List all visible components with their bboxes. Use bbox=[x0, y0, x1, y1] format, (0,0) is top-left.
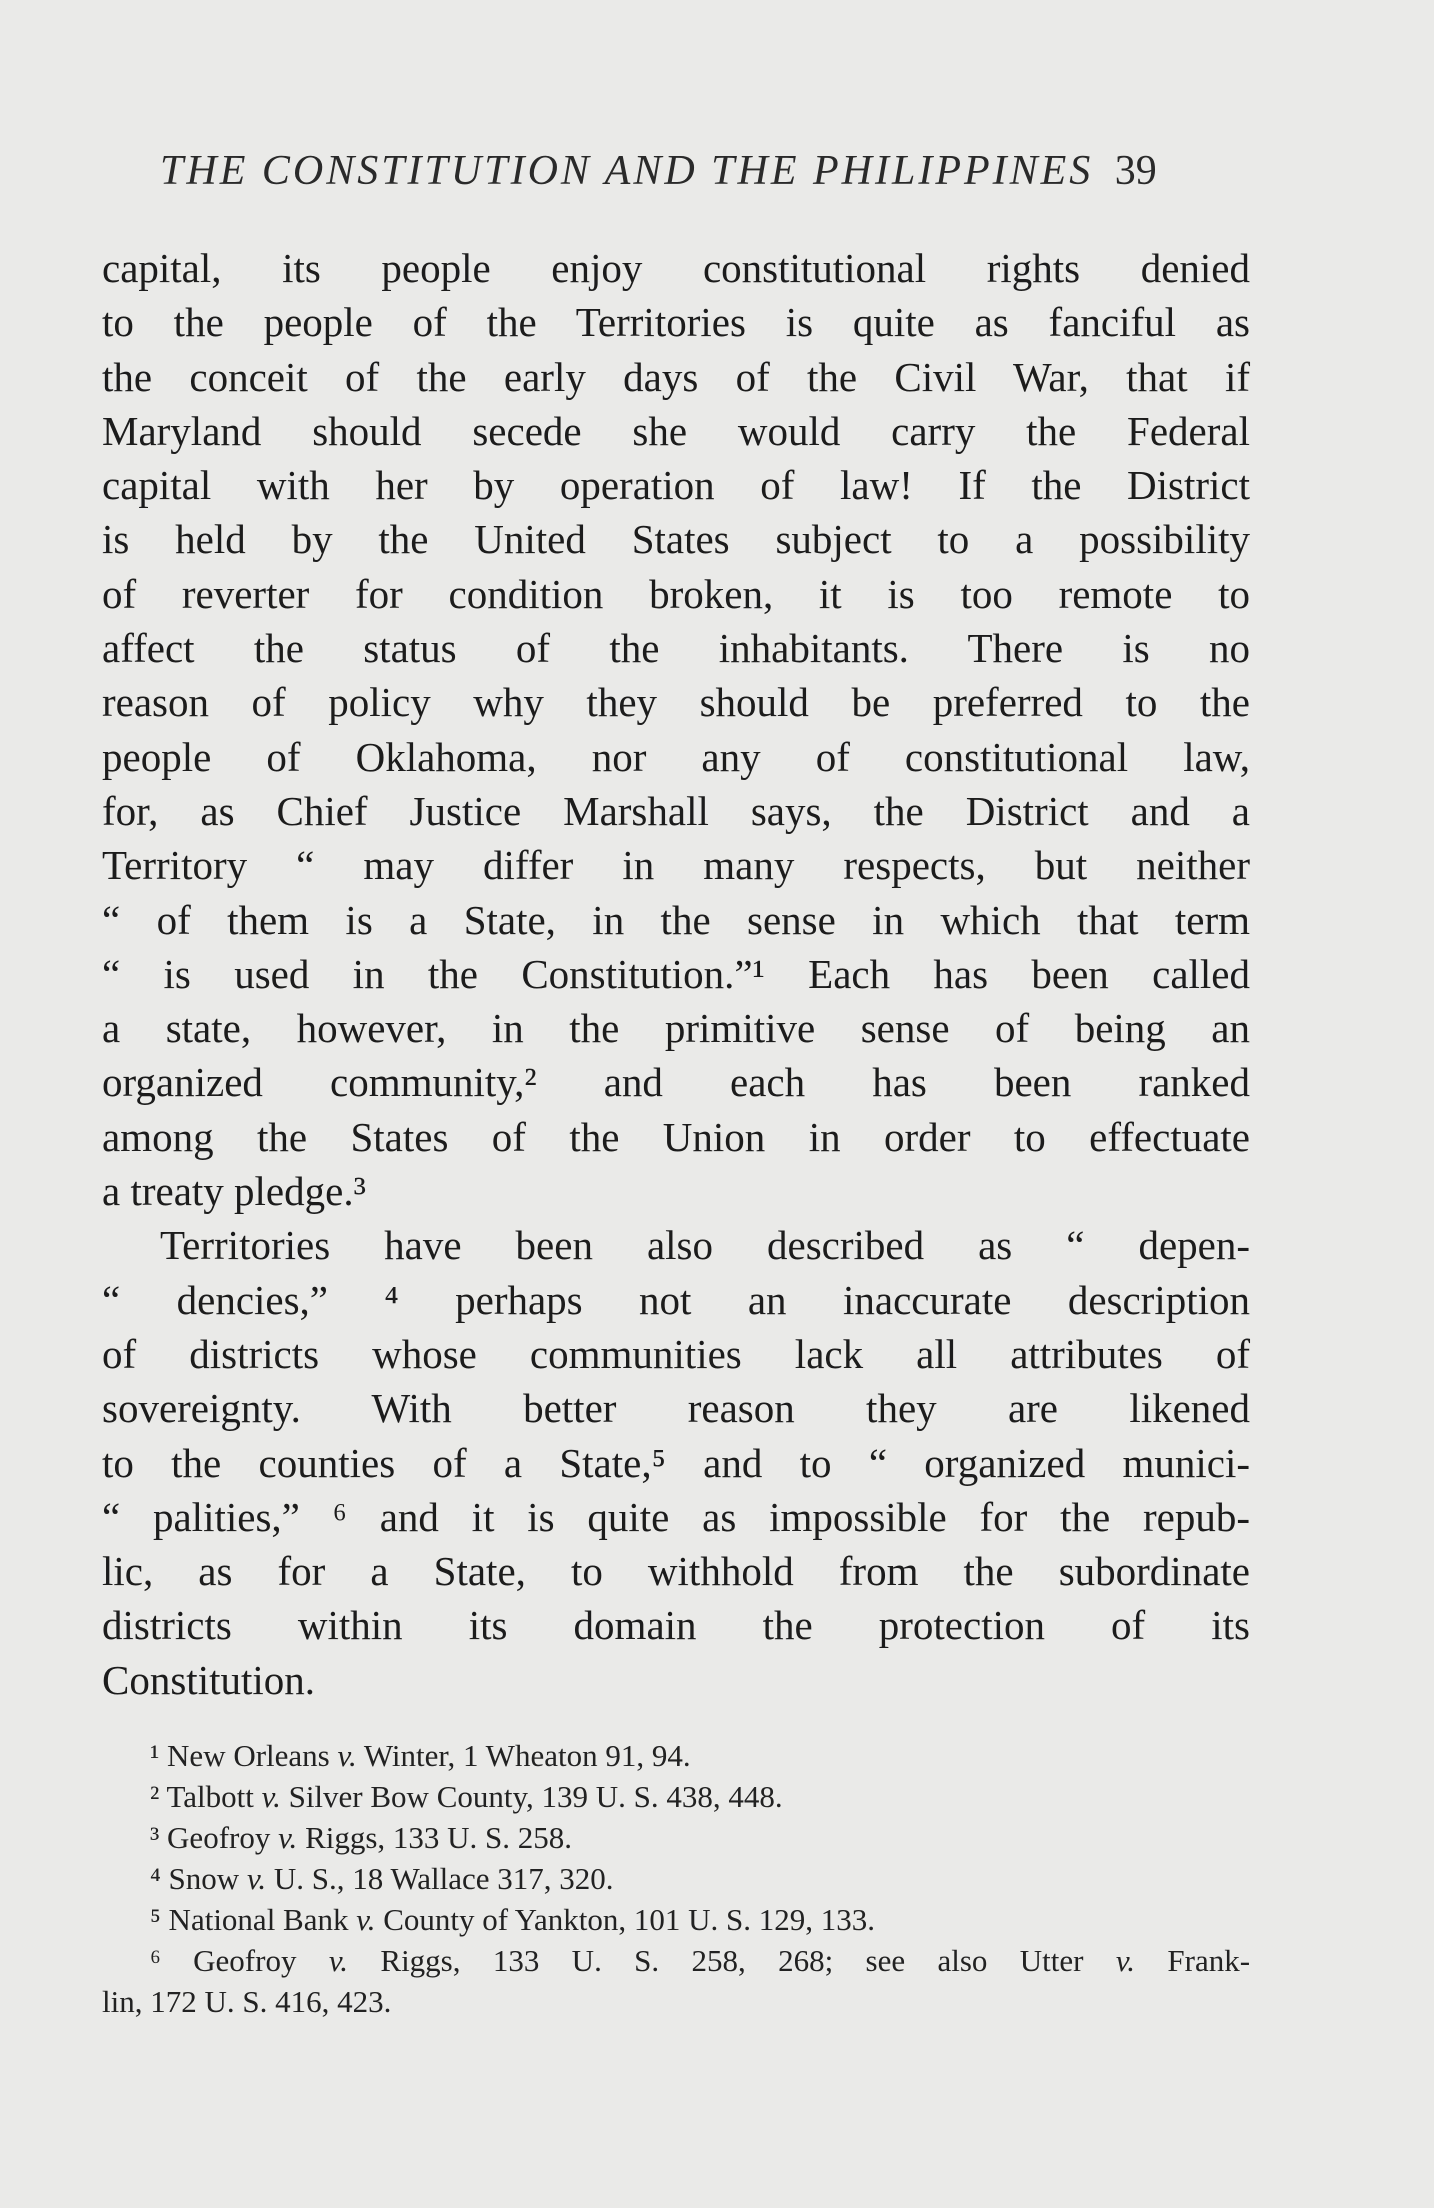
text-line: Territory “ may differ in many respects, but neither bbox=[102, 842, 1250, 889]
body-text bbox=[102, 241, 1250, 1707]
text-line: “ palities,” ⁶ and it is quite as impossible for the repub- bbox=[102, 1493, 1250, 1540]
page-number: 39 bbox=[1114, 148, 1157, 194]
text-line: “ dencies,” ⁴ perhaps not an inaccurate description bbox=[102, 1276, 1250, 1323]
footnotes bbox=[102, 1735, 1250, 2022]
footnote: ³ Geofroy v. Riggs, 133 U. S. 258. bbox=[150, 1820, 573, 1855]
text-line: reason of policy why they should be preferred to the bbox=[102, 679, 1250, 726]
footnote: ⁴ Snow v. U. S., 18 Wallace 317, 320. bbox=[150, 1861, 614, 1896]
text-line: for, as Chief Justice Marshall says, the District and a bbox=[102, 787, 1250, 834]
text-line: districts within its domain the protection of its bbox=[102, 1602, 1250, 1649]
text-line: a treaty pledge.³ bbox=[102, 1168, 366, 1215]
text-line: Constitution. bbox=[102, 1656, 316, 1703]
footnote-continuation: lin, 172 U. S. 416, 423. bbox=[102, 1984, 392, 2019]
running-header bbox=[160, 146, 1260, 196]
text-line: “ is used in the Constitution.”¹ Each has been called bbox=[102, 950, 1250, 997]
text-line: is held by the United States subject to a possibility bbox=[102, 516, 1250, 563]
footnote: ¹ New Orleans v. Winter, 1 Wheaton 91, 94. bbox=[150, 1738, 691, 1773]
text-line: among the States of the Union in order to effectuate bbox=[102, 1113, 1250, 1160]
footnote: ² Talbott v. Silver Bow County, 139 U. S. 438, 448. bbox=[150, 1779, 783, 1814]
text-line: to the people of the Territories is quite as fanciful as bbox=[102, 299, 1250, 346]
text-line: capital, its people enjoy constitutional rights denied bbox=[102, 245, 1250, 291]
footnote: ⁶ Geofroy v. Riggs, 133 U. S. 258, 268; see also Utter v. Frank- bbox=[150, 1943, 1251, 1978]
text-line: of districts whose communities lack all attributes of bbox=[102, 1330, 1250, 1377]
text-line: of reverter for condition broken, it is too remote to bbox=[102, 570, 1250, 617]
text-line: to the counties of a State,⁵ and to “ organized munici- bbox=[102, 1439, 1250, 1486]
running-title: THE CONSTITUTION AND THE PHILIPPINES bbox=[160, 148, 1094, 194]
text-line: people of Oklahoma, nor any of constitutional law, bbox=[102, 733, 1250, 780]
text-line: the conceit of the early days of the Civil War, that if bbox=[102, 353, 1250, 400]
text-line: Territories have been also described as “ depen- bbox=[160, 1222, 1250, 1269]
text-line: sovereignty. With better reason they are likened bbox=[102, 1385, 1250, 1432]
text-line: organized community,² and each has been ranked bbox=[102, 1059, 1250, 1106]
footnote: ⁵ National Bank v. County of Yankton, 101 U. S. 129, 133. bbox=[150, 1902, 875, 1937]
text-line: “ of them is a State, in the sense in which that term bbox=[102, 896, 1250, 943]
text-line: a state, however, in the primitive sense of being an bbox=[102, 1005, 1250, 1052]
text-line: lic, as for a State, to withhold from the subordinate bbox=[102, 1548, 1250, 1595]
text-line: capital with her by operation of law! If the District bbox=[102, 462, 1250, 509]
text-line: affect the status of the inhabitants. There is no bbox=[102, 625, 1250, 672]
text-line: Maryland should secede she would carry the Federal bbox=[102, 407, 1250, 454]
